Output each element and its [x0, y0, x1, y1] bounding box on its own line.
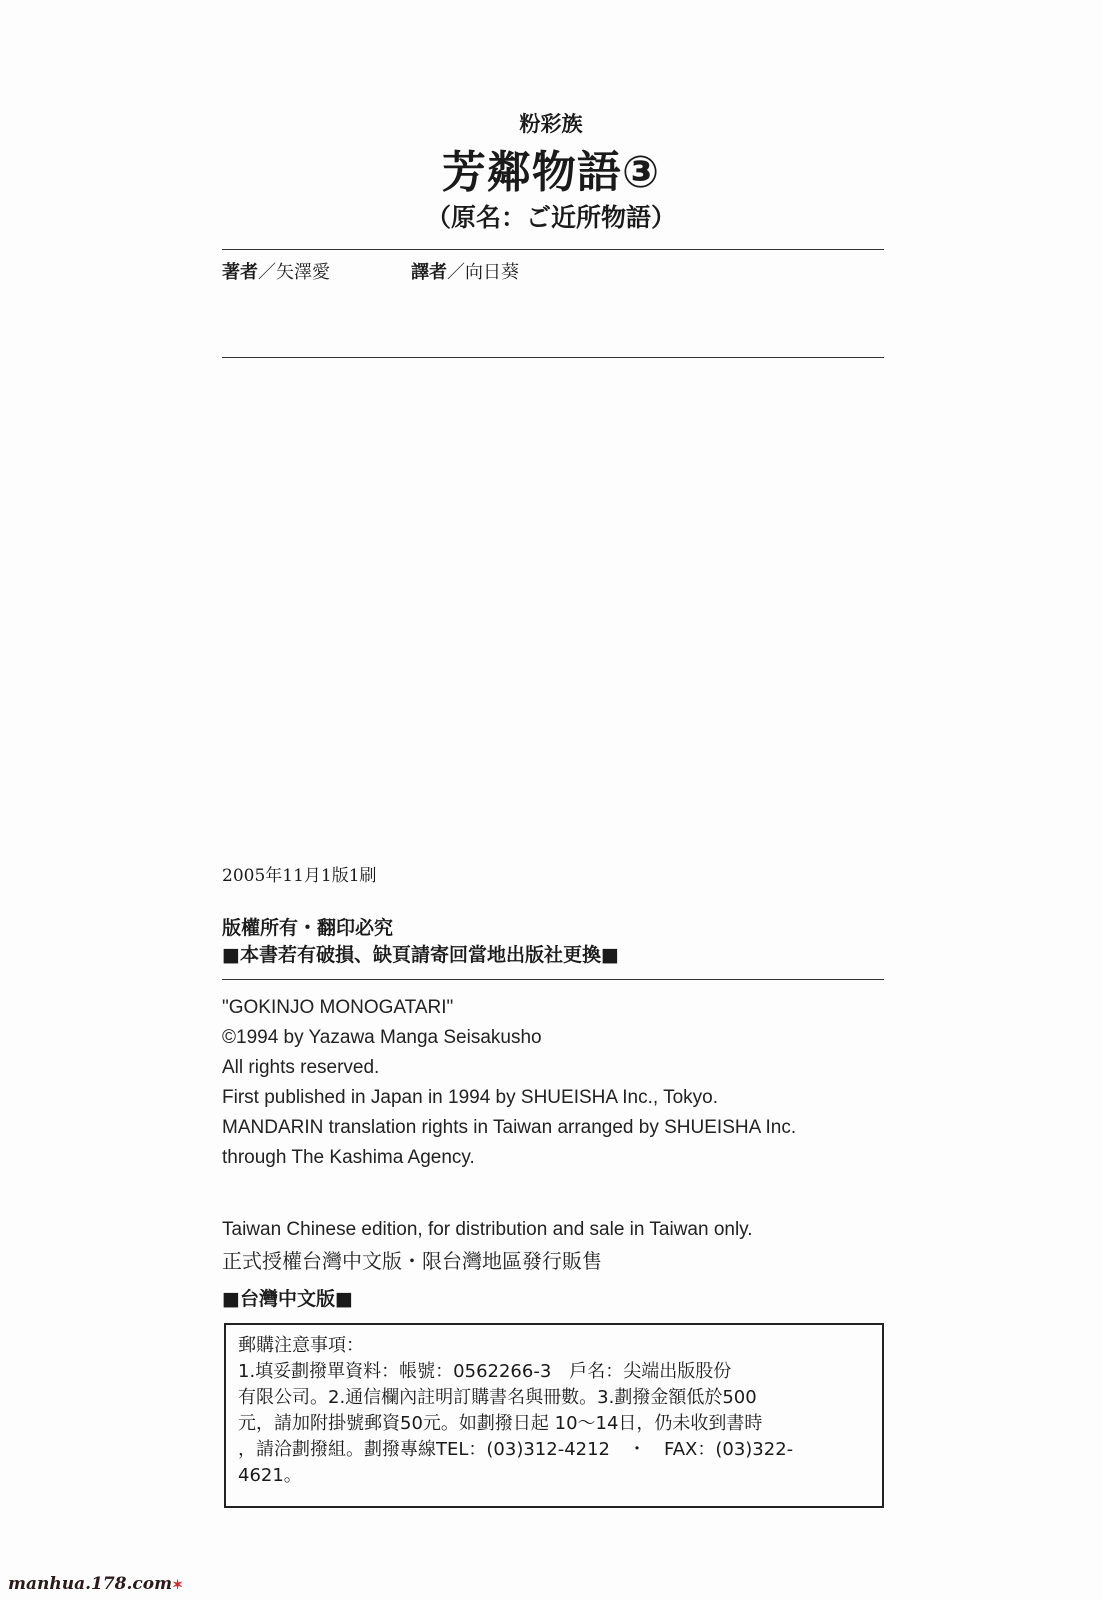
order-notice-line: 元，請加附掛號郵資50元。如劃撥日起 10～14日，仍未收到書時 — [238, 1413, 763, 1434]
order-notice-line: 有限公司。2.通信欄內註明訂購書名與冊數。3.劃撥金額低於500 — [238, 1387, 757, 1408]
translator-name: ／向日葵 — [447, 262, 519, 283]
order-notice-line: ，請洽劃撥組。劃撥專線TEL：(03)312-4212 ・ FAX：(03)322- — [238, 1439, 794, 1460]
book-title: 芳鄰物語③ — [441, 147, 661, 198]
divider-top — [222, 249, 884, 250]
copyright-block — [222, 993, 796, 1173]
divider-imprint — [222, 979, 884, 980]
rights-notice: 版權所有・翻印必究 — [222, 917, 394, 939]
order-notice-heading: 郵購注意事項： — [238, 1335, 364, 1356]
replacement-notice: ■本書若有破損、缺頁請寄回當地出版社更換■ — [222, 944, 619, 966]
star-icon: ✶ — [172, 1578, 184, 1593]
copyright-line: through The Kashima Agency. — [222, 1147, 475, 1168]
watermark-text: manhua.178.com — [8, 1574, 173, 1594]
order-notice-box — [224, 1323, 884, 1508]
edition-date: 2005年11月1版1刷 — [222, 866, 377, 886]
distribution-english: Taiwan Chinese edition, for distribution and sale in Taiwan only. — [222, 1219, 753, 1240]
copyright-line: MANDARIN translation rights in Taiwan arranged by SHUEISHA Inc. — [222, 1117, 797, 1138]
translator-credit — [411, 258, 519, 284]
site-watermark — [8, 1574, 183, 1594]
author-name: ／矢澤愛 — [258, 262, 330, 283]
translator-label: 譯者 — [411, 262, 447, 283]
distribution-chinese: 正式授權台灣中文版・限台灣地區發行販售 — [222, 1249, 602, 1273]
edition-label: ■台灣中文版■ — [222, 1288, 353, 1310]
author-label: 著者 — [222, 262, 258, 283]
copyright-line: "GOKINJO MONOGATARI" — [222, 997, 454, 1018]
series-name: 粉彩族 — [519, 112, 583, 136]
order-notice-line: 4621。 — [238, 1465, 302, 1486]
copyright-line: All rights reserved. — [222, 1057, 380, 1078]
divider-credits — [222, 357, 884, 358]
copyright-line: First published in Japan in 1994 by SHUEISHA Inc., Tokyo. — [222, 1087, 719, 1108]
author-credit — [222, 258, 330, 284]
original-title: （原名：ご近所物語） — [425, 203, 676, 232]
order-notice-line: 1.填妥劃撥單資料：帳號：0562266-3 戶名：尖端出版股份 — [238, 1361, 732, 1382]
copyright-line: ©1994 by Yazawa Manga Seisakusho — [222, 1027, 542, 1048]
